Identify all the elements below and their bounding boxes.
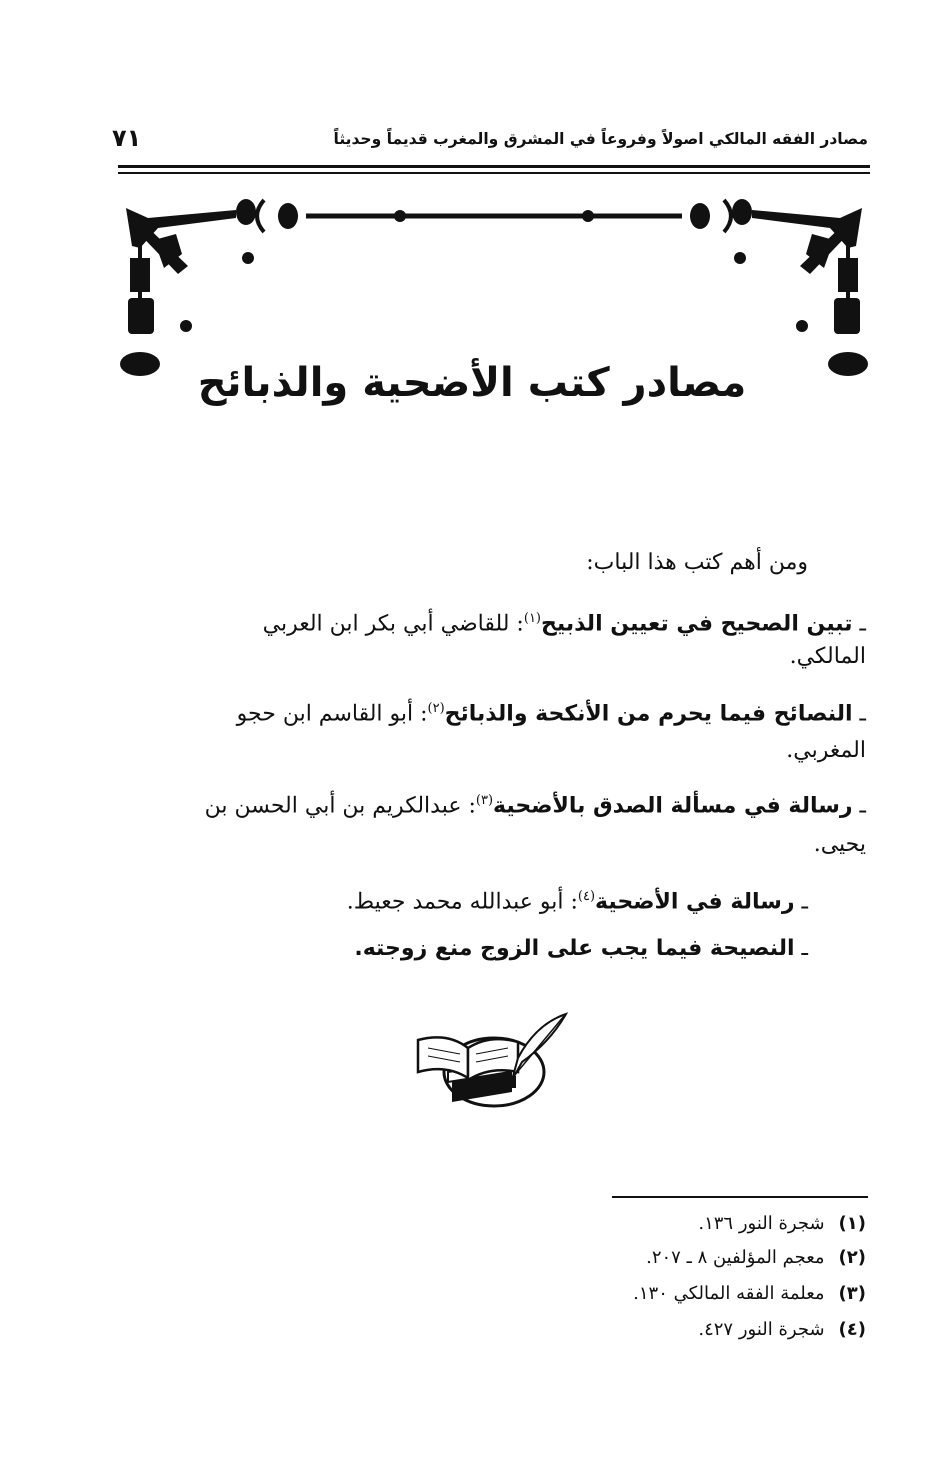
entry-1-continuation: المالكي. <box>789 644 866 669</box>
footnote-number: (١) <box>838 1213 866 1234</box>
ornament-frame <box>118 188 870 384</box>
footnote-ref: (١) <box>523 611 541 626</box>
footnote-ref: (٣) <box>475 793 494 808</box>
footnote-number: (٣) <box>838 1283 866 1304</box>
footnote-text: شجرة النور ٤٢٧. <box>698 1319 825 1340</box>
intro-line: ومن أهم كتب هذا الباب: <box>586 550 808 575</box>
entry-dash: ـ <box>801 889 808 915</box>
entry-author: : أبو عبدالله محمد جعيط. <box>346 889 578 915</box>
footnote-ref: (٤) <box>577 889 596 904</box>
entry-1 <box>114 604 866 639</box>
books-quill-vignette <box>408 1010 576 1118</box>
entry-dash: ـ <box>801 936 808 961</box>
footnote-text: معجم المؤلفين ٨ ـ ٢٠٧. <box>646 1247 825 1268</box>
entry-2-continuation: المغربي. <box>786 738 866 763</box>
entry-author: : للقاضي أبي بكر ابن العربي <box>262 611 524 637</box>
entry-dash: ـ <box>859 611 866 637</box>
ornament-corner-left <box>120 208 254 376</box>
running-title: مصادر الفقه المالكي اصولاً وفروعاً في المشرق والمغرب قديماً وحديثاً <box>333 130 868 148</box>
entry-2 <box>114 694 866 729</box>
entry-3 <box>114 786 866 821</box>
footnote-2 <box>646 1246 866 1270</box>
footnote-3 <box>633 1282 866 1306</box>
footnote-number: (٢) <box>838 1247 866 1268</box>
entry-dash: ـ <box>859 701 866 727</box>
footnote-1 <box>698 1212 866 1236</box>
entry-4 <box>347 882 808 917</box>
entry-author: : عبدالكريم بن أبي الحسن بن <box>204 793 476 819</box>
footnote-text: معلمة الفقه المالكي ١٣٠. <box>633 1283 825 1304</box>
ornament-corner-right <box>734 208 868 376</box>
entry-title: النصيحة فيما يجب على الزوج منع زوجته. <box>354 936 795 961</box>
entry-dash: ـ <box>859 793 866 819</box>
entry-title: رسالة في الأضحية <box>595 889 795 915</box>
footnote-rule <box>612 1196 868 1198</box>
footnote-ref: (٢) <box>427 701 445 716</box>
footnote-number: (٤) <box>838 1319 866 1340</box>
ornament-dotted-bar <box>236 199 752 232</box>
entry-author: : أبو القاسم ابن حجو <box>236 701 428 727</box>
entry-5 <box>354 934 808 964</box>
entry-title: النصائح فيما يحرم من الأنكحة والذبائح <box>444 701 853 727</box>
footnote-text: شجرة النور ١٣٦. <box>698 1213 825 1234</box>
entry-3-continuation: يحيى. <box>813 832 866 857</box>
entry-title: رسالة في مسألة الصدق بالأضحية <box>493 793 853 819</box>
header-rule-thin <box>118 172 870 174</box>
chapter-title: مصادر كتب الأضحية والذبائح <box>197 360 747 406</box>
entry-title: تبين الصحيح في تعيين الذبيح <box>541 611 853 637</box>
page-number: ٧١ <box>112 124 142 152</box>
footnote-4 <box>698 1318 866 1342</box>
header-rule-thick <box>118 165 870 168</box>
